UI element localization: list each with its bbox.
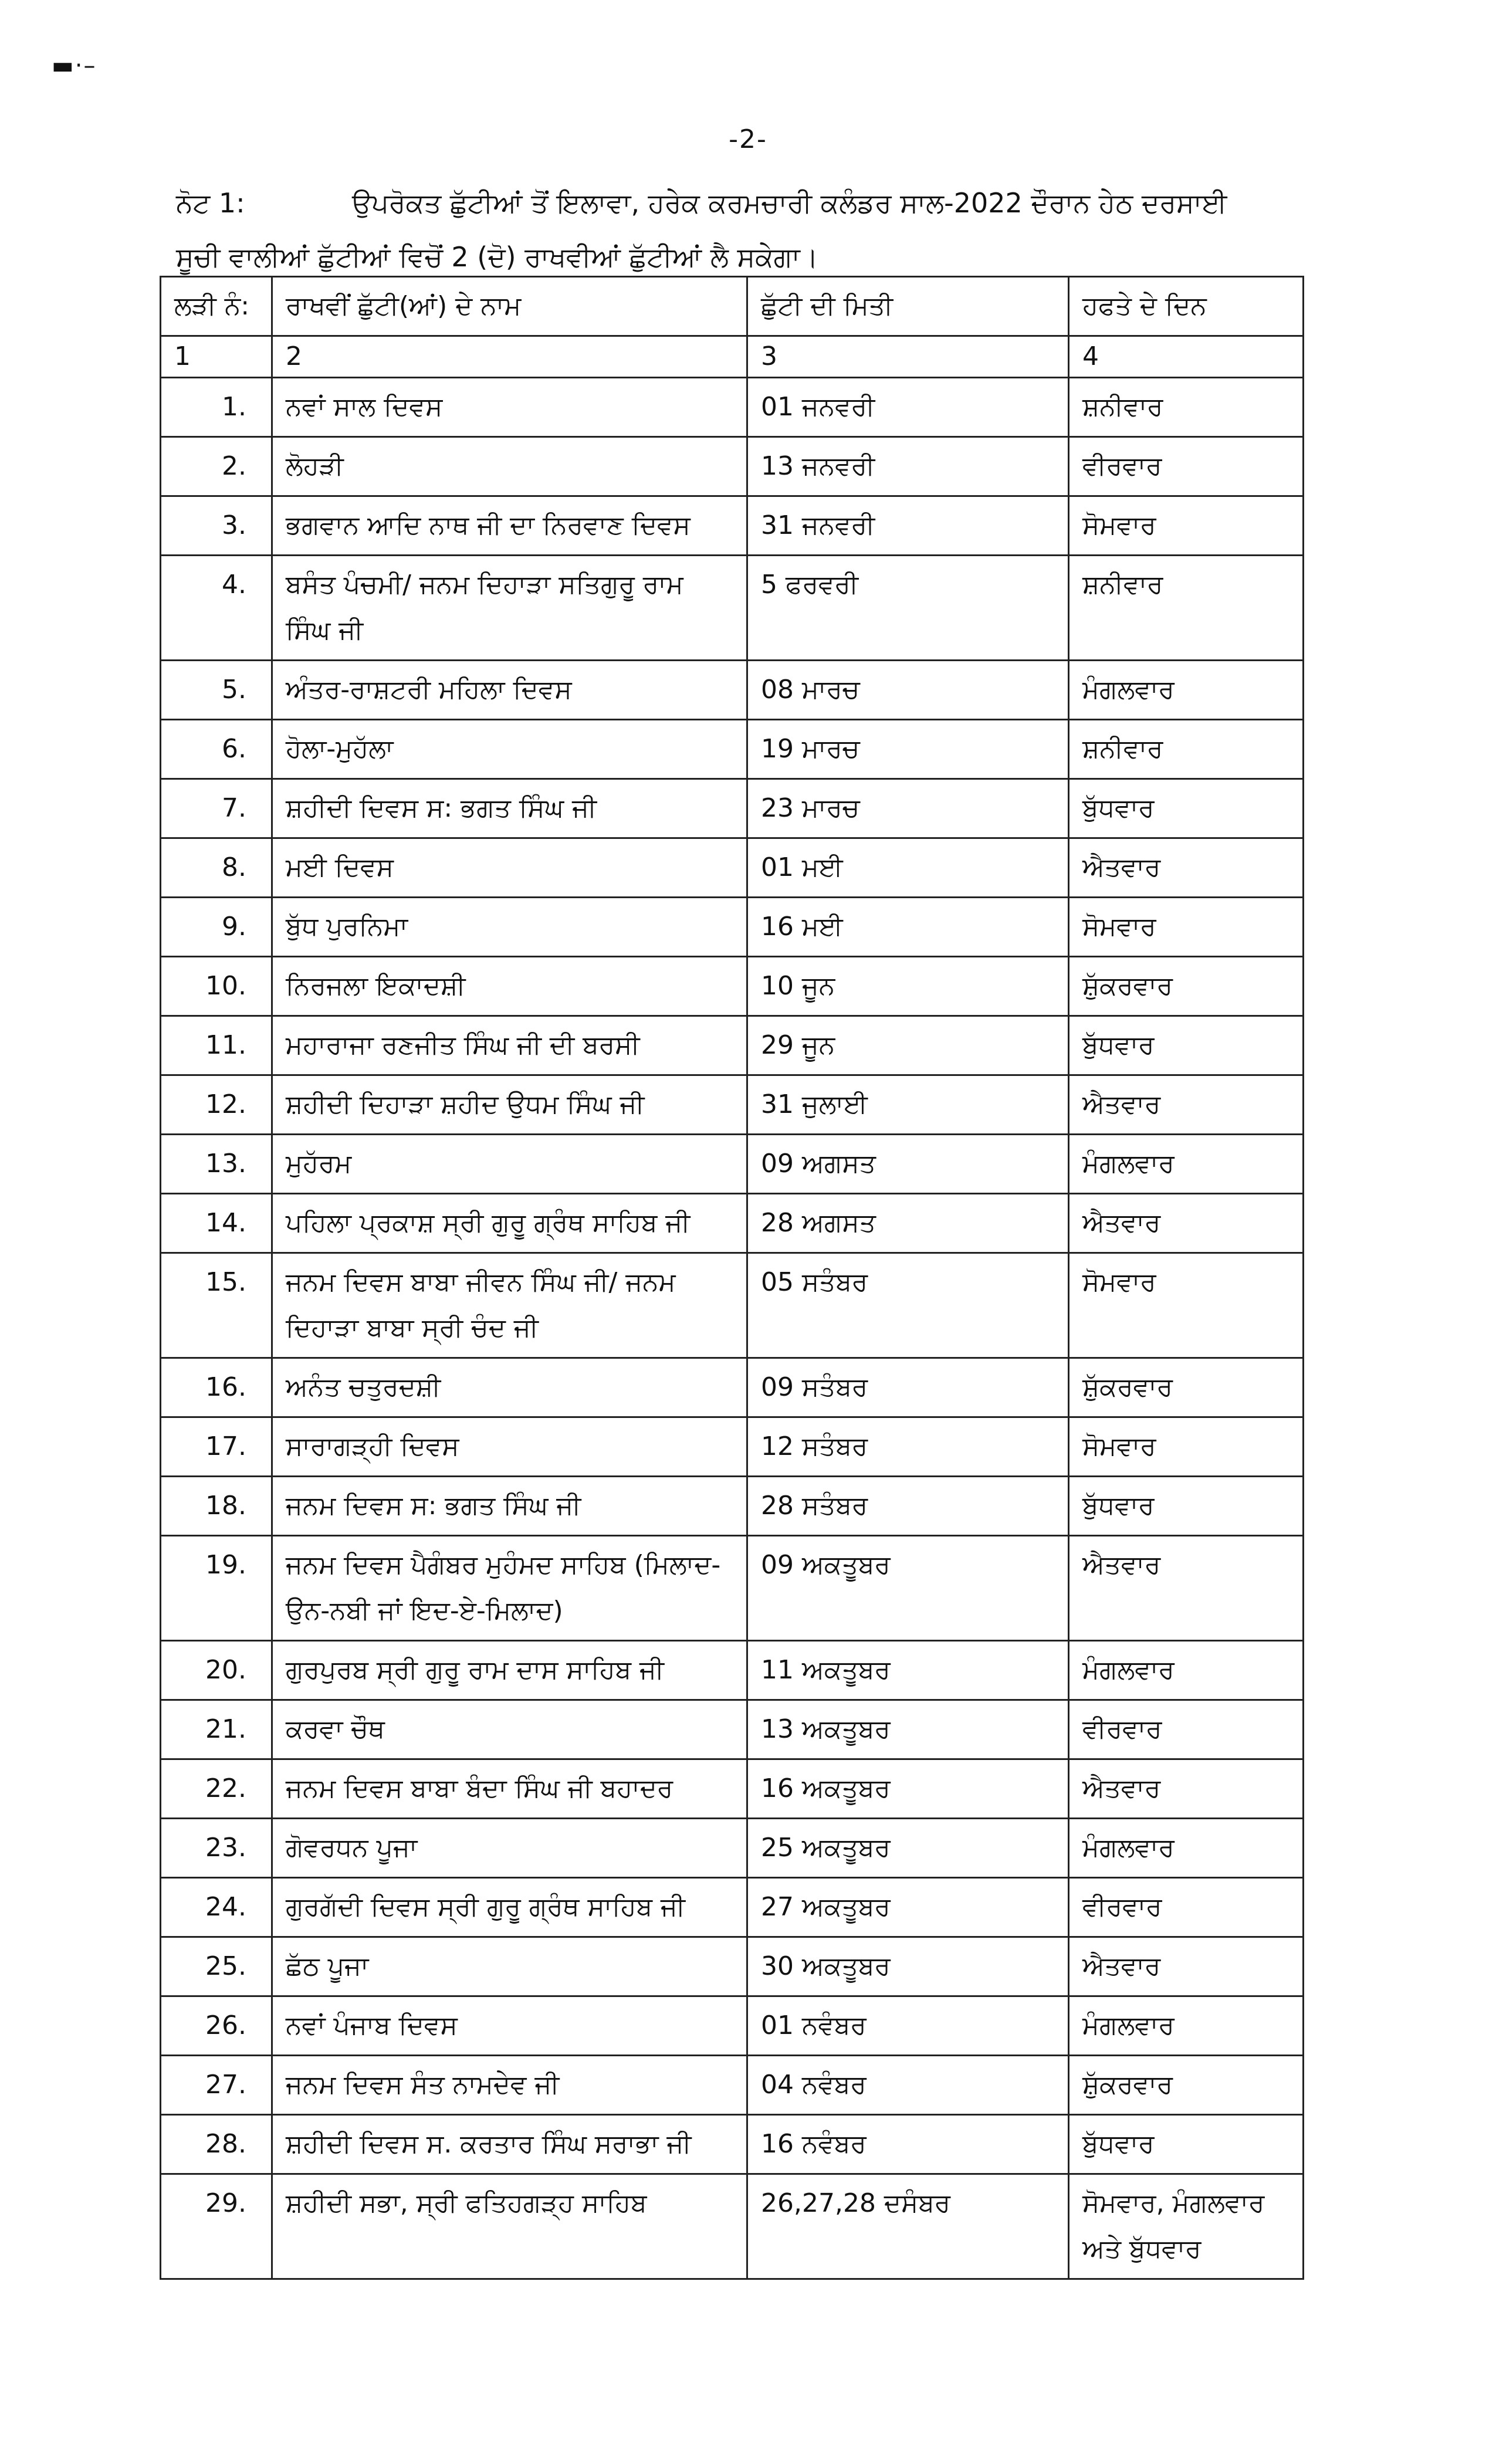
table-row [161,957,1304,1016]
note-text-line1: ਉਪਰੋਕਤ ਛੁੱਟੀਆਂ ਤੋਂ ਇਲਾਵਾ, ਹਰੇਕ ਕਰਮਚਾਰੀ ਕਲੰਡਰ ਸਾਲ-2022 ਦੌਰਾਨ ਹੇਠ ਦਰਸਾਈ [352,187,1227,219]
weekday-cell: ਵੀਰਵਾਰ [1069,437,1304,496]
holiday-name-cell: ਗੁਰਗੱਦੀ ਦਿਵਸ ਸ੍ਰੀ ਗੁਰੂ ਗ੍ਰੰਥ ਸਾਹਿਬ ਜੀ [272,1878,747,1937]
table-row [161,1477,1304,1536]
table-row [161,1417,1304,1477]
weekday-cell: ਮੰਗਲਵਾਰ [1069,1135,1304,1194]
holiday-name-cell: ਨਿਰਜਲਾ ਇਕਾਦਸ਼ੀ [272,957,747,1016]
serial-cell: 8. [161,838,272,898]
weekday-cell: ਸ਼ਨੀਵਾਰ [1069,378,1304,437]
serial-cell: 29. [161,2174,272,2279]
serial-cell: 12. [161,1075,272,1135]
holiday-date-cell: 08 ਮਾਰਚ [747,661,1069,720]
table-row [161,898,1304,957]
weekday-cell: ਸ਼ੁੱਕਰਵਾਰ [1069,957,1304,1016]
serial-cell: 1. [161,378,272,437]
holiday-name-cell: ਜਨਮ ਦਿਵਸ ਬਾਬਾ ਜੀਵਨ ਸਿੰਘ ਜੀ/ ਜਨਮ ਦਿਹਾੜਾ ਬਾਬਾ ਸ੍ਰੀ ਚੰਦ ਜੀ [272,1253,747,1358]
table-row [161,1700,1304,1759]
serial-cell: 19. [161,1536,272,1641]
holiday-date-cell: 29 ਜੂਨ [747,1016,1069,1075]
weekday-cell: ਐਤਵਾਰ [1069,1536,1304,1641]
holiday-name-cell: ਮਈ ਦਿਵਸ [272,838,747,898]
holiday-name-cell: ਗੋਵਰਧਨ ਪੂਜਾ [272,1819,747,1878]
weekday-cell: ਮੰਗਲਵਾਰ [1069,1819,1304,1878]
holiday-name-cell: ਮੁਹੱਰਮ [272,1135,747,1194]
weekday-cell: ਐਤਵਾਰ [1069,1194,1304,1253]
weekday-cell: ਮੰਗਲਵਾਰ [1069,1641,1304,1700]
holiday-name-cell: ਜਨਮ ਦਿਵਸ ਸੰਤ ਨਾਮਦੇਵ ਜੀ [272,2056,747,2115]
table-row [161,2174,1304,2279]
holiday-date-cell: 09 ਅਗਸਤ [747,1135,1069,1194]
table-row [161,720,1304,779]
column-number: 3 [747,336,1069,378]
holiday-name-cell: ਅੰਤਰ-ਰਾਸ਼ਟਰੀ ਮਹਿਲਾ ਦਿਵਸ [272,661,747,720]
weekday-cell: ਸ਼ੁੱਕਰਵਾਰ [1069,1358,1304,1417]
table-body [161,378,1304,2279]
restricted-holidays-table [160,276,1304,2280]
table-row [161,1641,1304,1700]
serial-cell: 9. [161,898,272,957]
column-number: 4 [1069,336,1304,378]
holiday-name-cell: ਸਾਰਾਗੜ੍ਹੀ ਦਿਵਸ [272,1417,747,1477]
table-row [161,838,1304,898]
holiday-name-cell: ਲੋਹੜੀ [272,437,747,496]
table-row [161,661,1304,720]
table-row [161,1253,1304,1358]
holiday-name-cell: ਨਵਾਂ ਸਾਲ ਦਿਵਸ [272,378,747,437]
serial-cell: 4. [161,556,272,661]
weekday-cell: ਸੋਮਵਾਰ [1069,1253,1304,1358]
serial-cell: 18. [161,1477,272,1536]
table-row [161,378,1304,437]
serial-cell: 27. [161,2056,272,2115]
holiday-name-cell: ਸ਼ਹੀਦੀ ਦਿਹਾੜਾ ਸ਼ਹੀਦ ਉਧਮ ਸਿੰਘ ਜੀ [272,1075,747,1135]
holiday-date-cell: 31 ਜਨਵਰੀ [747,496,1069,556]
header-holiday-date: ਛੁੱਟੀ ਦੀ ਮਿਤੀ [747,277,1069,336]
table-row [161,1759,1304,1819]
weekday-cell: ਬੁੱਧਵਾਰ [1069,779,1304,838]
holiday-date-cell: 5 ਫਰਵਰੀ [747,556,1069,661]
holiday-date-cell: 01 ਮਈ [747,838,1069,898]
note-first-line [176,176,1302,230]
table-row [161,1819,1304,1878]
holiday-name-cell: ਭਗਵਾਨ ਆਦਿ ਨਾਥ ਜੀ ਦਾ ਨਿਰਵਾਣ ਦਿਵਸ [272,496,747,556]
column-number-row [161,336,1304,378]
note-text-line2: ਸੂਚੀ ਵਾਲੀਆਂ ਛੁੱਟੀਆਂ ਵਿਚੋਂ 2 (ਦੋ) ਰਾਖਵੀਆਂ ਛੁੱਟੀਆਂ ਲੈ ਸਕੇਗਾ। [176,241,818,273]
weekday-cell: ਸੋਮਵਾਰ, ਮੰਗਲਵਾਰ ਅਤੇ ਬੁੱਧਵਾਰ [1069,2174,1304,2279]
holiday-date-cell: 16 ਅਕਤੂਬਰ [747,1759,1069,1819]
column-number: 2 [272,336,747,378]
table-row [161,1194,1304,1253]
serial-cell: 7. [161,779,272,838]
header-weekday: ਹਫਤੇ ਦੇ ਦਿਨ [1069,277,1304,336]
weekday-cell: ਐਤਵਾਰ [1069,838,1304,898]
holiday-date-cell: 01 ਨਵੰਬਰ [747,1996,1069,2056]
holiday-date-cell: 27 ਅਕਤੂਬਰ [747,1878,1069,1937]
holiday-name-cell: ਜਨਮ ਦਿਵਸ ਬਾਬਾ ਬੰਦਾ ਸਿੰਘ ਜੀ ਬਹਾਦਰ [272,1759,747,1819]
holiday-name-cell: ਅਨੰਤ ਚਤੁਰਦਸ਼ੀ [272,1358,747,1417]
holiday-name-cell: ਸ਼ਹੀਦੀ ਸਭਾ, ਸ੍ਰੀ ਫਤਿਹਗੜ੍ਹ ਸਾਹਿਬ [272,2174,747,2279]
table-row [161,496,1304,556]
weekday-cell: ਬੁੱਧਵਾਰ [1069,1477,1304,1536]
holiday-name-cell: ਗੁਰਪੁਰਬ ਸ੍ਰੀ ਗੁਰੂ ਰਾਮ ਦਾਸ ਸਾਹਿਬ ਜੀ [272,1641,747,1700]
note-paragraph [176,176,1302,284]
serial-cell: 11. [161,1016,272,1075]
table-row [161,1075,1304,1135]
holiday-name-cell: ਹੋਲਾ-ਮੁਹੱਲਾ [272,720,747,779]
table-row [161,1358,1304,1417]
weekday-cell: ਐਤਵਾਰ [1069,1075,1304,1135]
holiday-date-cell: 13 ਜਨਵਰੀ [747,437,1069,496]
serial-cell: 23. [161,1819,272,1878]
table-row [161,2115,1304,2174]
serial-cell: 5. [161,661,272,720]
table-header-row [161,277,1304,336]
holiday-date-cell: 19 ਮਾਰਚ [747,720,1069,779]
table-row [161,1937,1304,1996]
table-row [161,1878,1304,1937]
holiday-date-cell: 16 ਨਵੰਬਰ [747,2115,1069,2174]
serial-cell: 26. [161,1996,272,2056]
holiday-name-cell: ਕਰਵਾ ਚੌਥ [272,1700,747,1759]
serial-cell: 15. [161,1253,272,1358]
column-number: 1 [161,336,272,378]
weekday-cell: ਸੋਮਵਾਰ [1069,1417,1304,1477]
note-label: ਨੋਟ 1: [176,187,245,219]
table-row [161,779,1304,838]
weekday-cell: ਮੰਗਲਵਾਰ [1069,1996,1304,2056]
serial-cell: 10. [161,957,272,1016]
holiday-name-cell: ਬੁੱਧ ਪੁਰਨਿਮਾ [272,898,747,957]
holiday-date-cell: 04 ਨਵੰਬਰ [747,2056,1069,2115]
holiday-name-cell: ਛੱਠ ਪੂਜਾ [272,1937,747,1996]
holiday-date-cell: 16 ਮਈ [747,898,1069,957]
serial-cell: 2. [161,437,272,496]
weekday-cell: ਬੁੱਧਵਾਰ [1069,2115,1304,2174]
holiday-date-cell: 09 ਅਕਤੂਬਰ [747,1536,1069,1641]
serial-cell: 25. [161,1937,272,1996]
holiday-date-cell: 26,27,28 ਦਸੰਬਰ [747,2174,1069,2279]
holiday-date-cell: 05 ਸਤੰਬਰ [747,1253,1069,1358]
serial-cell: 28. [161,2115,272,2174]
holiday-date-cell: 31 ਜੁਲਾਈ [747,1075,1069,1135]
weekday-cell: ਸ਼ਨੀਵਾਰ [1069,720,1304,779]
holiday-date-cell: 01 ਜਨਵਰੀ [747,378,1069,437]
weekday-cell: ਸ਼ੁੱਕਰਵਾਰ [1069,2056,1304,2115]
table-row [161,1016,1304,1075]
table-row [161,1135,1304,1194]
serial-cell: 14. [161,1194,272,1253]
weekday-cell: ਮੰਗਲਵਾਰ [1069,661,1304,720]
serial-cell: 24. [161,1878,272,1937]
holiday-name-cell: ਸ਼ਹੀਦੀ ਦਿਵਸ ਸ. ਕਰਤਾਰ ਸਿੰਘ ਸਰਾਭਾ ਜੀ [272,2115,747,2174]
weekday-cell: ਐਤਵਾਰ [1069,1759,1304,1819]
holiday-name-cell: ਸ਼ਹੀਦੀ ਦਿਵਸ ਸ: ਭਗਤ ਸਿੰਘ ਜੀ [272,779,747,838]
table-row [161,1996,1304,2056]
table-row [161,1536,1304,1641]
header-holiday-name: ਰਾਖਵੀਂ ਛੁੱਟੀ(ਆਂ) ਦੇ ਨਾਮ [272,277,747,336]
holiday-date-cell: 30 ਅਕਤੂਬਰ [747,1937,1069,1996]
holiday-name-cell: ਪਹਿਲਾ ਪ੍ਰਕਾਸ਼ ਸ੍ਰੀ ਗੁਰੂ ਗ੍ਰੰਥ ਸਾਹਿਬ ਜੀ [272,1194,747,1253]
holiday-date-cell: 13 ਅਕਤੂਬਰ [747,1700,1069,1759]
serial-cell: 20. [161,1641,272,1700]
header-serial-no: ਲੜੀ ਨੰ: [161,277,272,336]
holiday-name-cell: ਬਸੰਤ ਪੰਚਮੀ/ ਜਨਮ ਦਿਹਾੜਾ ਸਤਿਗੁਰੂ ਰਾਮ ਸਿੰਘ ਜੀ [272,556,747,661]
weekday-cell: ਐਤਵਾਰ [1069,1937,1304,1996]
table-row [161,2056,1304,2115]
holiday-date-cell: 28 ਅਗਸਤ [747,1194,1069,1253]
serial-cell: 6. [161,720,272,779]
holiday-name-cell: ਮਹਾਰਾਜਾ ਰਣਜੀਤ ਸਿੰਘ ਜੀ ਦੀ ਬਰਸੀ [272,1016,747,1075]
holiday-date-cell: 09 ਸਤੰਬਰ [747,1358,1069,1417]
weekday-cell: ਸੋਮਵਾਰ [1069,898,1304,957]
serial-cell: 16. [161,1358,272,1417]
weekday-cell: ਬੁੱਧਵਾਰ [1069,1016,1304,1075]
table-row [161,437,1304,496]
holiday-date-cell: 11 ਅਕਤੂਬਰ [747,1641,1069,1700]
holiday-date-cell: 12 ਸਤੰਬਰ [747,1417,1069,1477]
serial-cell: 21. [161,1700,272,1759]
scan-artifact-mark: ▬·– [52,52,97,79]
serial-cell: 22. [161,1759,272,1819]
holiday-name-cell: ਨਵਾਂ ਪੰਜਾਬ ਦਿਵਸ [272,1996,747,2056]
holiday-date-cell: 10 ਜੂਨ [747,957,1069,1016]
serial-cell: 3. [161,496,272,556]
weekday-cell: ਵੀਰਵਾਰ [1069,1878,1304,1937]
serial-cell: 13. [161,1135,272,1194]
holiday-name-cell: ਜਨਮ ਦਿਵਸ ਪੈਗੰਬਰ ਮੁਹੰਮਦ ਸਾਹਿਬ (ਮਿਲਾਦ-ਉਨ-ਨਬੀ ਜਾਂ ਇਦ-ਏ-ਮਿਲਾਦ) [272,1536,747,1641]
table-row [161,556,1304,661]
weekday-cell: ਸੋਮਵਾਰ [1069,496,1304,556]
page-number: -2- [729,124,767,154]
weekday-cell: ਸ਼ਨੀਵਾਰ [1069,556,1304,661]
holiday-name-cell: ਜਨਮ ਦਿਵਸ ਸ: ਭਗਤ ਸਿੰਘ ਜੀ [272,1477,747,1536]
holiday-date-cell: 23 ਮਾਰਚ [747,779,1069,838]
holiday-date-cell: 25 ਅਕਤੂਬਰ [747,1819,1069,1878]
weekday-cell: ਵੀਰਵਾਰ [1069,1700,1304,1759]
serial-cell: 17. [161,1417,272,1477]
holiday-date-cell: 28 ਸਤੰਬਰ [747,1477,1069,1536]
